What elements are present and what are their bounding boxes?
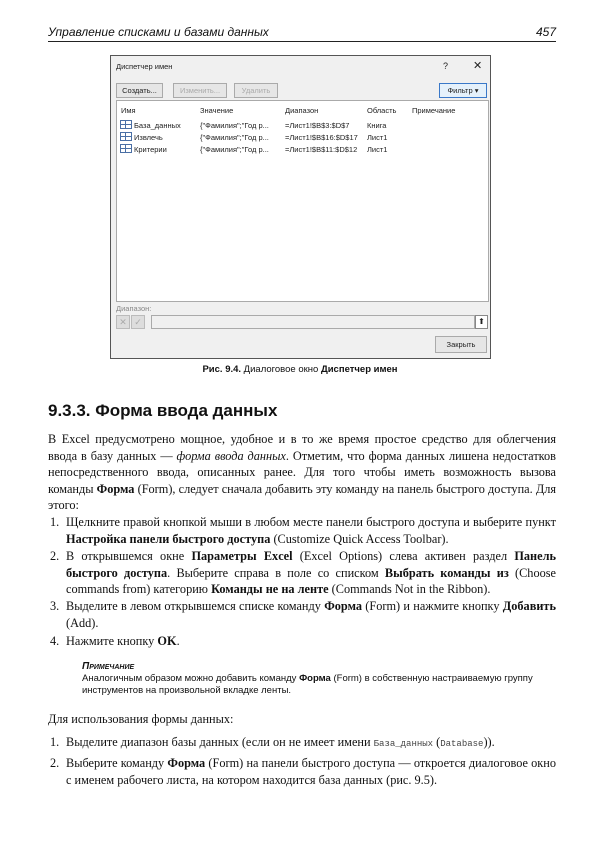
col-name[interactable]: Имя: [121, 106, 136, 115]
caption-bold: Диспетчер имен: [320, 364, 398, 375]
row-range: =Лист1!$B$11:$D$12: [285, 145, 358, 154]
collapse-icon[interactable]: ⬆: [475, 315, 488, 329]
row-scope: Книга: [367, 121, 387, 130]
name-table-icon: [120, 144, 132, 153]
list-item: 1. Выделите диапазон базы данных (если он не имеет имени База_данных (Database)).: [50, 735, 495, 749]
name-table-icon: [120, 120, 132, 129]
list-item: 4. Нажмите кнопку OK.: [50, 634, 180, 648]
create-button[interactable]: Создать...: [116, 83, 163, 98]
header-title: Управление списками и базами данных: [48, 25, 269, 39]
list-header: [117, 105, 488, 117]
range-label: Диапазон:: [116, 304, 152, 313]
cancel-icon[interactable]: ✕: [116, 315, 130, 329]
list-row[interactable]: [117, 132, 488, 144]
row-value: {"Фамилия";"Год р...: [200, 145, 269, 154]
delete-button[interactable]: Удалить: [234, 83, 278, 98]
row-name: База_данных: [134, 121, 181, 130]
note-block: [82, 661, 556, 697]
range-input[interactable]: [151, 315, 475, 329]
list-item: 2. В открывшемся окне Параметры Excel (Excel Options) слева активен раздел Панель быстрого доступа. Выберите справа в поле со списком Выбрать команды из (Choose commands from) категорию Команды не на ленте (Commands Not in the Ribbon).: [50, 549, 556, 596]
caption-number: Рис. 9.4.: [202, 364, 242, 375]
intro-paragraph: В Excel предусмотрено мощное, удобное и в то же время простое средство для облегчения ввода в базу данных — форма ввода данных. Отметим, что форма данных лишена недостатков непосредственного ввода, описанных ранее. Для того чтобы иметь возможность вызова команды Форма (Form), следует сначала добавить эту команду на панель быстрого доступа. Для этого:: [48, 432, 556, 512]
row-range: =Лист1!$B$16:$D$17: [285, 133, 358, 142]
list-item: 3. Выделите в левом открывшемся списке команду Форма (Form) и нажмите кнопку Добавить (Add).: [50, 599, 556, 630]
row-scope: Лист1: [367, 133, 388, 142]
col-scope[interactable]: Область: [367, 106, 397, 115]
edit-button[interactable]: Изменить...: [173, 83, 227, 98]
usage-paragraph: Для использования формы данных:: [48, 712, 234, 726]
check-icon[interactable]: ✓: [131, 315, 145, 329]
section-heading: 9.3.3. Форма ввода данных: [48, 401, 278, 420]
names-list: [116, 100, 489, 302]
caption-text: Диалоговое окно: [241, 364, 321, 375]
row-range: =Лист1!$B$3:$D$7: [285, 121, 350, 130]
note-text: Аналогичным образом можно добавить команду Форма (Form) в собственную настраиваемую группу инструментов на произвольной вкладке ленты.: [82, 673, 533, 696]
row-value: {"Фамилия";"Год р...: [200, 133, 269, 142]
close-button[interactable]: Закрыть: [435, 336, 487, 353]
figure-caption: [0, 364, 600, 375]
list-item: 2. Выберите команду Форма (Form) на панели быстрого доступа — откроется диалоговое окно с именем рабочего листа, на котором находится база данных (рис. 9.5).: [50, 756, 556, 787]
list-row[interactable]: [117, 120, 488, 132]
note-title: Примечание: [82, 661, 135, 672]
list-row[interactable]: [117, 144, 488, 156]
row-scope: Лист1: [367, 145, 388, 154]
row-name: Извлечь: [134, 133, 163, 142]
col-value[interactable]: Значение: [200, 106, 234, 115]
close-icon[interactable]: ✕: [473, 60, 483, 72]
row-name: Критерии: [134, 145, 167, 154]
filter-button[interactable]: Фильтр ▾: [439, 83, 487, 98]
name-table-icon: [120, 132, 132, 141]
running-header: [48, 25, 556, 42]
list-item: 1. Щелкните правой кнопкой мыши в любом месте панели быстрого доступа и выберите пункт Настройка панели быстрого доступа (Customize Quick Access Toolbar).: [50, 515, 556, 546]
dialog-title: Диспетчер имен: [116, 62, 173, 71]
row-value: {"Фамилия";"Год р...: [200, 121, 269, 130]
help-icon[interactable]: ?: [443, 61, 449, 71]
col-comment[interactable]: Примечание: [412, 106, 456, 115]
col-range[interactable]: Диапазон: [285, 106, 319, 115]
page-number: 457: [535, 25, 556, 39]
name-manager-dialog: [110, 55, 491, 359]
